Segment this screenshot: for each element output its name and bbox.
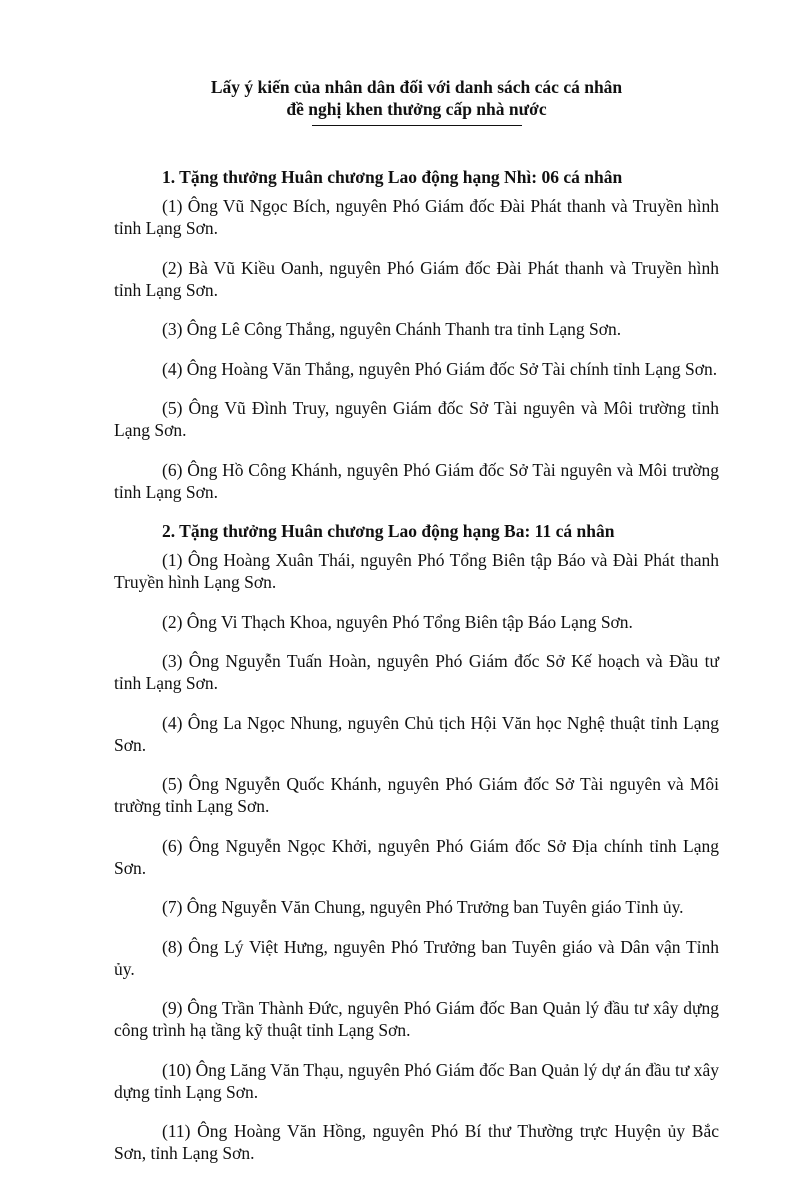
- title-underline: [312, 125, 522, 126]
- list-item: (9) Ông Trần Thành Đức, nguyên Phó Giám đốc Ban Quản lý đầu tư xây dựng công trình hạ tầng kỹ thuật tỉnh Lạng Sơn.: [114, 998, 719, 1040]
- list-item: (5) Ông Vũ Đình Truy, nguyên Giám đốc Sở Tài nguyên và Môi trường tỉnh Lạng Sơn.: [114, 398, 719, 440]
- list-item: (7) Ông Nguyễn Văn Chung, nguyên Phó Trưởng ban Tuyên giáo Tỉnh ủy.: [162, 897, 684, 917]
- list-item: (11) Ông Hoàng Văn Hồng, nguyên Phó Bí thư Thường trực Huyện ủy Bắc Sơn, tỉnh Lạng Sơn.: [114, 1121, 719, 1163]
- list-item: (5) Ông Nguyễn Quốc Khánh, nguyên Phó Giám đốc Sở Tài nguyên và Môi trường tỉnh Lạng Sơn.: [114, 774, 719, 816]
- section-heading-third-class-labor-order: 2. Tặng thưởng Huân chương Lao động hạng Ba: 11 cá nhân: [162, 521, 615, 541]
- document-page: [114, 0, 719, 1182]
- document-title: [114, 76, 719, 120]
- list-item: (2) Bà Vũ Kiều Oanh, nguyên Phó Giám đốc Đài Phát thanh và Truyền hình tỉnh Lạng Sơn.: [114, 257, 719, 300]
- list-item: (1) Ông Vũ Ngọc Bích, nguyên Phó Giám đốc Đài Phát thanh và Truyền hình tỉnh Lạng Sơn.: [114, 196, 719, 238]
- list-item: (4) Ông Hoàng Văn Thắng, nguyên Phó Giám đốc Sở Tài chính tỉnh Lạng Sơn.: [162, 358, 718, 379]
- list-item: (2) Ông Vi Thạch Khoa, nguyên Phó Tổng Biên tập Báo Lạng Sơn.: [162, 611, 633, 632]
- list-item: (3) Ông Lê Công Thắng, nguyên Chánh Thanh tra tỉnh Lạng Sơn.: [162, 319, 622, 339]
- list-item: (6) Ông Hồ Công Khánh, nguyên Phó Giám đốc Sở Tài nguyên và Môi trường tỉnh Lạng Sơn.: [114, 459, 719, 502]
- document-title-line-1: Lấy ý kiến của nhân dân đối với danh sách các cá nhân: [210, 77, 623, 97]
- list-item: (6) Ông Nguyễn Ngọc Khởi, nguyên Phó Giám đốc Sở Địa chính tỉnh Lạng Sơn.: [114, 835, 719, 878]
- list-item: (3) Ông Nguyễn Tuấn Hoàn, nguyên Phó Giám đốc Sở Kế hoạch và Đầu tư tỉnh Lạng Sơn.: [114, 651, 719, 693]
- list-item: (8) Ông Lý Việt Hưng, nguyên Phó Trưởng ban Tuyên giáo và Dân vận Tỉnh ủy.: [114, 936, 719, 979]
- document-title-line-2: đề nghị khen thưởng cấp nhà nước: [286, 99, 547, 119]
- list-item: (1) Ông Hoàng Xuân Thái, nguyên Phó Tổng Biên tập Báo và Đài Phát thanh Truyền hình Lạng Sơn.: [114, 550, 719, 592]
- section-heading-second-class-labor-order: 1. Tặng thưởng Huân chương Lao động hạng Nhì: 06 cá nhân: [162, 167, 623, 187]
- section-1-list: [114, 195, 719, 503]
- list-item: (4) Ông La Ngọc Nhung, nguyên Chủ tịch Hội Văn học Nghệ thuật tỉnh Lạng Sơn.: [114, 712, 719, 755]
- section-2-list: [114, 549, 719, 1164]
- list-item: (10) Ông Lăng Văn Thạu, nguyên Phó Giám đốc Ban Quản lý dự án đầu tư xây dựng tỉnh Lạng Sơn.: [114, 1059, 719, 1102]
